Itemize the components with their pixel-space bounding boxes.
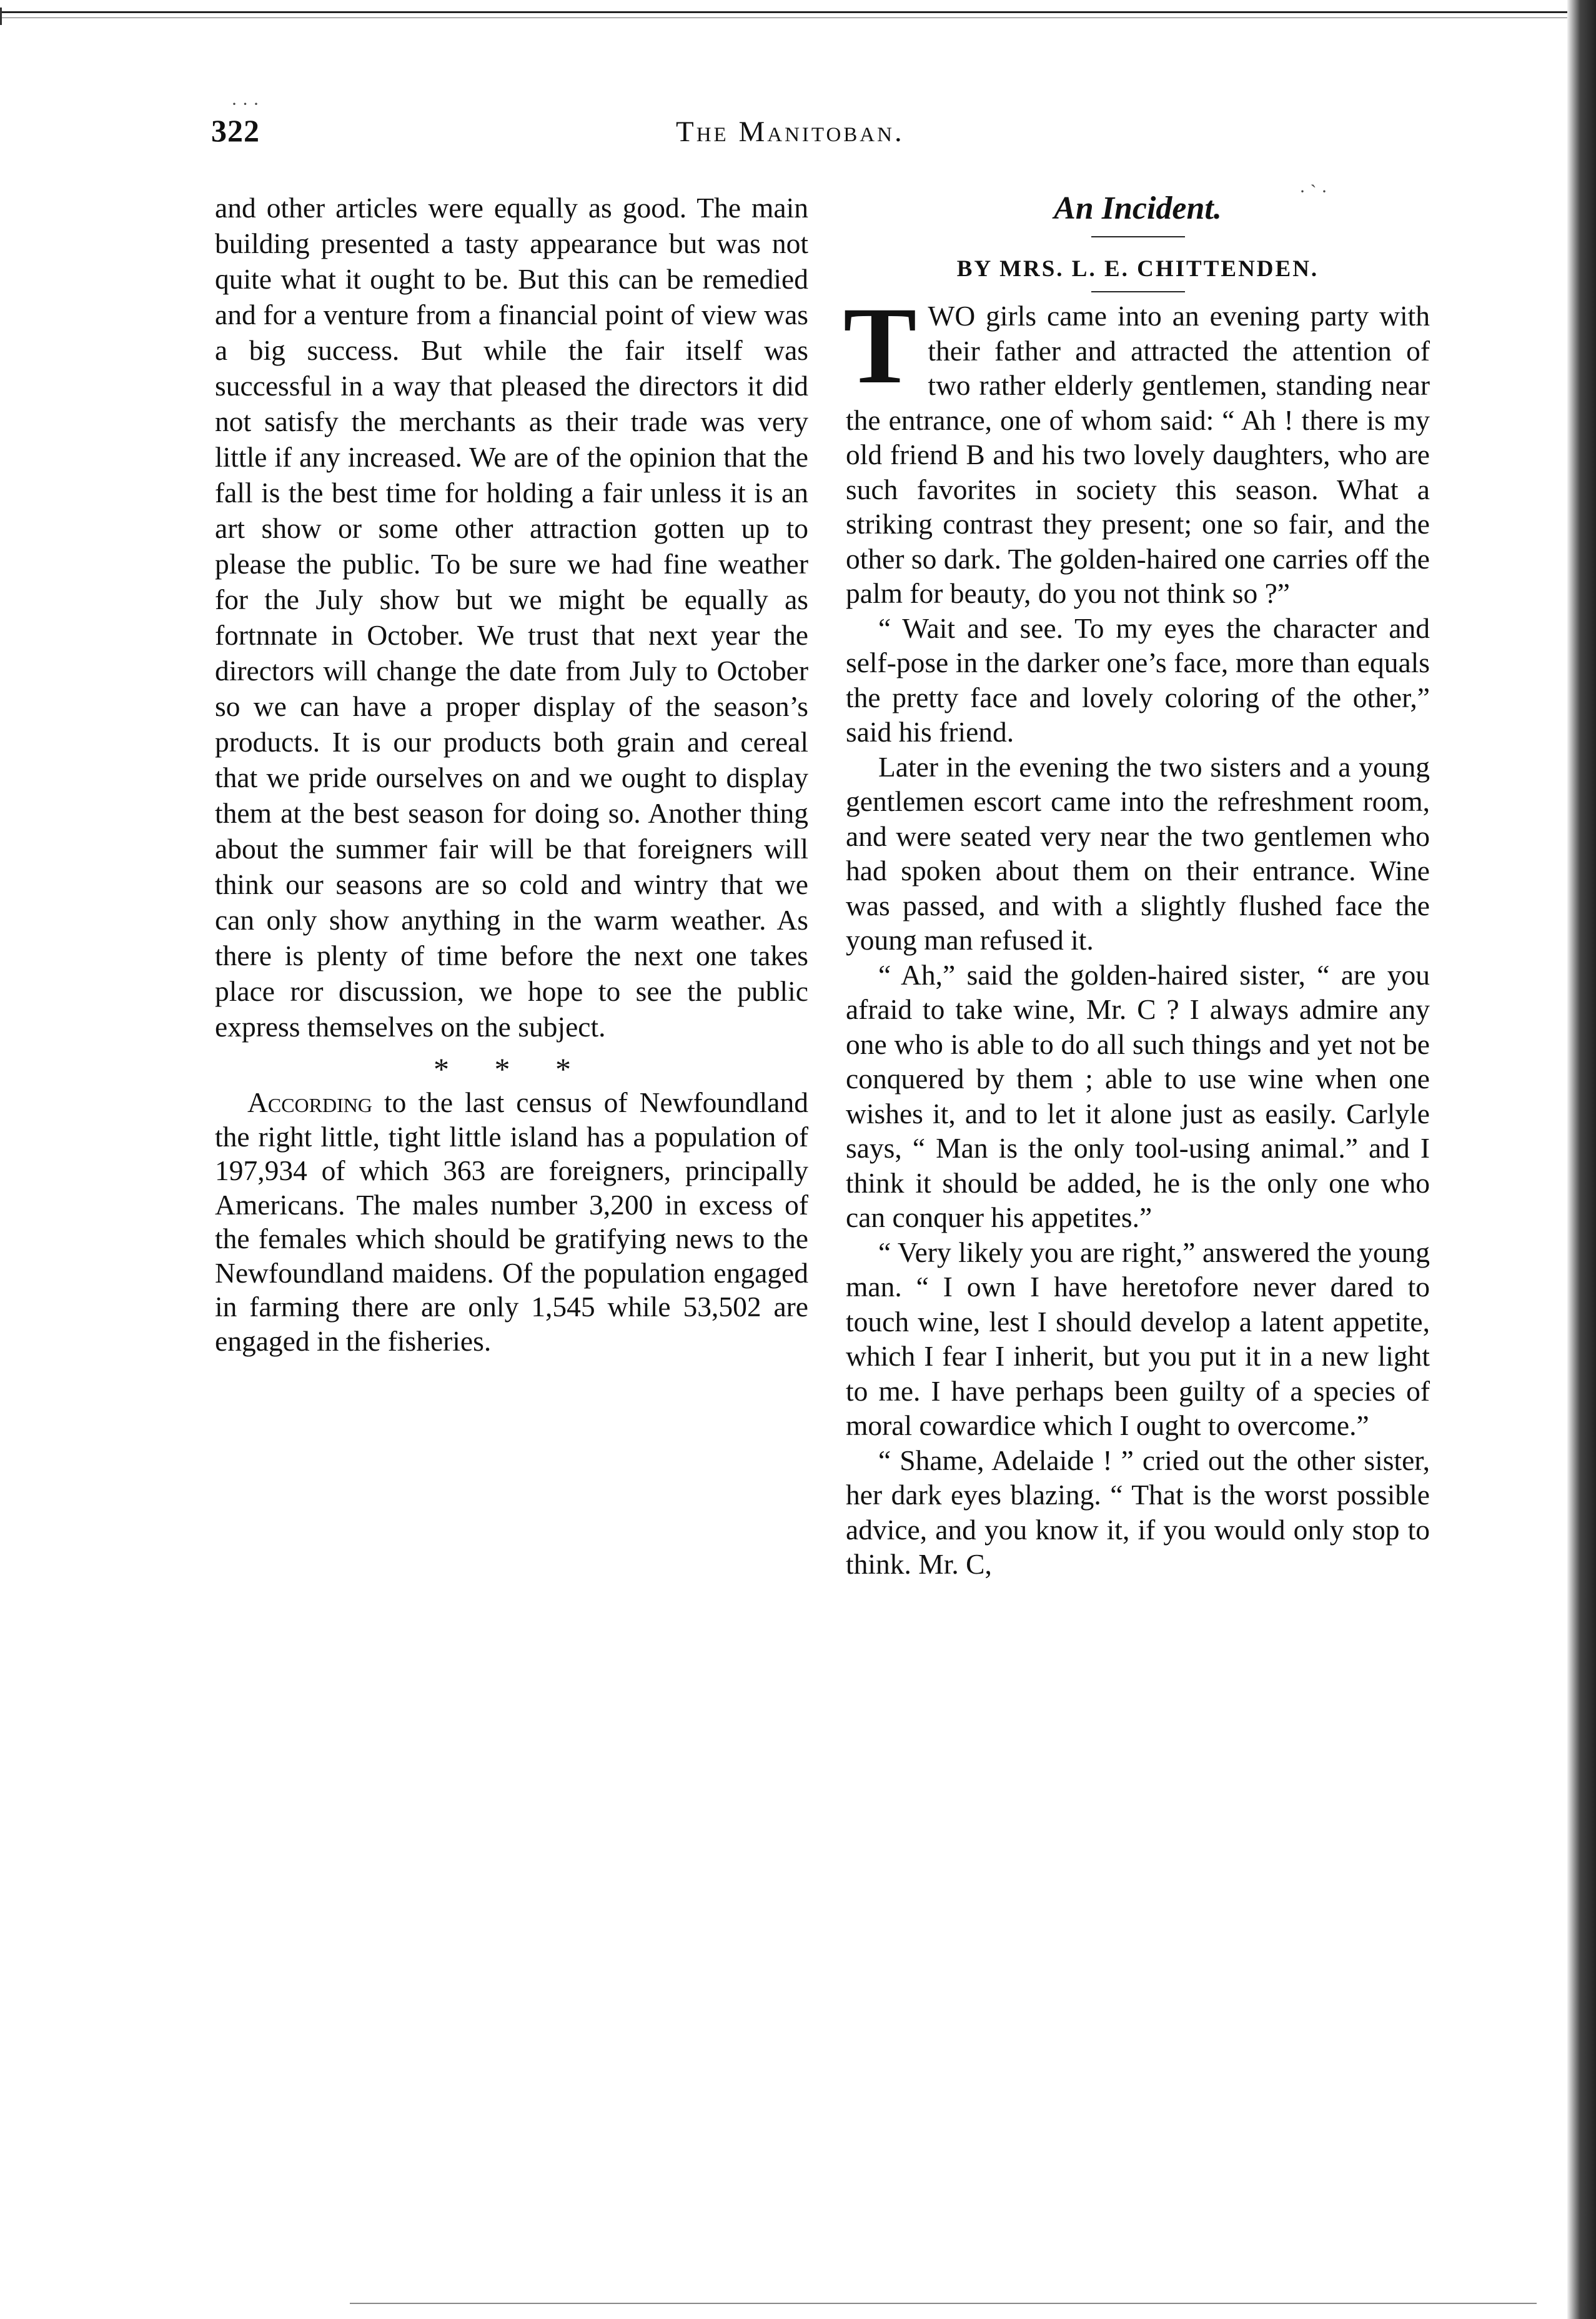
story-paragraph — [843, 285, 1430, 611]
census-lead-word: According — [247, 1086, 372, 1118]
page-bottom-edge — [350, 2303, 1537, 2304]
story-paragraph-text: WO girls came into an evening party with their father and attracted the attention of two rather elderly gentlemen, standing near the entrance, one of whom said: “ Ah ! there is my old friend B and his two lovely daughters, who are such favorites in society this season. What a striking contrast they present; one so fair, and the other so dark. The golden-haired one carries off the palm for beauty, do you not think so ?” — [846, 300, 1430, 609]
census-article — [215, 1086, 808, 1358]
story-paragraph: “ Wait and see. To my eyes the character and self-pose in the darker one’s face, more than equals the pretty face and lovely coloring of the other,” said his friend. — [846, 612, 1430, 748]
running-head: The Manitoban. — [676, 116, 905, 148]
story-title: An Incident. — [1054, 191, 1222, 226]
story-paragraph: Later in the evening the two sisters and a young gentlemen escort came into the refreshment room, and were seated very near the two gentlemen who had spoken about them on their entrance. Wine was passed, and with a slightly flushed face the young man refused it. — [846, 750, 1430, 956]
story-byline: BY MRS. L. E. CHITTENDEN. — [956, 256, 1319, 282]
fair-article-paragraph: and other articles were equally as good. The main building presented a tasty appearance but was not quite what it ought to be. But this can be remedied and for a venture from a financial point of view was a big success. But while the fair itself was successful in a way that pleased the directors it did not satisfy the merchants as their trade was very little if any increased. We are of the opinion that the fall is the best time for holding a fair unless it is an art show or some other attraction gotten up to please the public. To be sure we had fine weather for the July show but we might be equally as fortnnate in October. We trust that next year the directors will change the date from July to October so we can have a proper display of the season’s products. It is our products both grain and cereal that we pride ourselves on and we ought to display them at the best season for doing so. Another thing about the summer fair will be that foreigners will think our seasons are so cold and wintry that we can only show anything in the warm weather. As there is plenty of time before the next one takes place ror discussion, we hope to see the public express themselves on the subject. — [215, 192, 808, 1043]
page-top-edge — [0, 11, 1596, 13]
byline-rule — [1091, 291, 1185, 292]
story-body — [843, 285, 1430, 1582]
story-paragraph: “ Ah,” said the golden-haired sister, “ are you afraid to take wine, Mr. C ? I always admire any one who is able to do all such things and yet not be conquered by them ; able to use wine when one wishes it, and to let it alone just as easily. Carlyle says, “ Man is the only tool-using animal.” and I think it should be added, he is the only one who can conquer his appetites.” — [846, 958, 1430, 1233]
page-left-edge-mark — [0, 7, 2, 25]
story-paragraph: “ Very likely you are right,” answered the young man. “ I own I have heretofore never dared to touch wine, lest I should develop a latent appetite, which I fear I inherit, but you put it in a new light to me. I have perhaps been guilty of a species of moral cowardice which I ought to overcome.” — [846, 1236, 1430, 1441]
print-specks: · ` · — [1299, 181, 1327, 202]
drop-cap: T — [843, 285, 917, 407]
census-text: to the last census of Newfoundland the right little, tight little island has a population of 197,934 of which 363 are foreigners, principally Americans. The males number 3,200 in excess of the females which should be gratifying news to the Newfoundland maidens. Of the population engaged in farming there are only 1,545 while 53,502 are engaged in the fisheries. — [215, 1086, 808, 1357]
section-separator: * * * — [434, 1051, 590, 1086]
story-paragraph: “ Shame, Adelaide ! ” cried out the other sister, her dark eyes blazing. “ That is the worst possible advice, and you know it, if you would only stop to think. Mr. C, — [846, 1444, 1430, 1580]
print-specks: · · · — [231, 94, 259, 114]
page-number: 322 — [211, 113, 260, 148]
right-column — [843, 190, 1430, 1582]
left-column — [215, 190, 808, 1358]
page-top-edge-line — [0, 17, 1596, 18]
page-right-edge — [1567, 0, 1596, 2319]
census-paragraph — [215, 1086, 808, 1358]
title-rule — [1091, 236, 1185, 237]
